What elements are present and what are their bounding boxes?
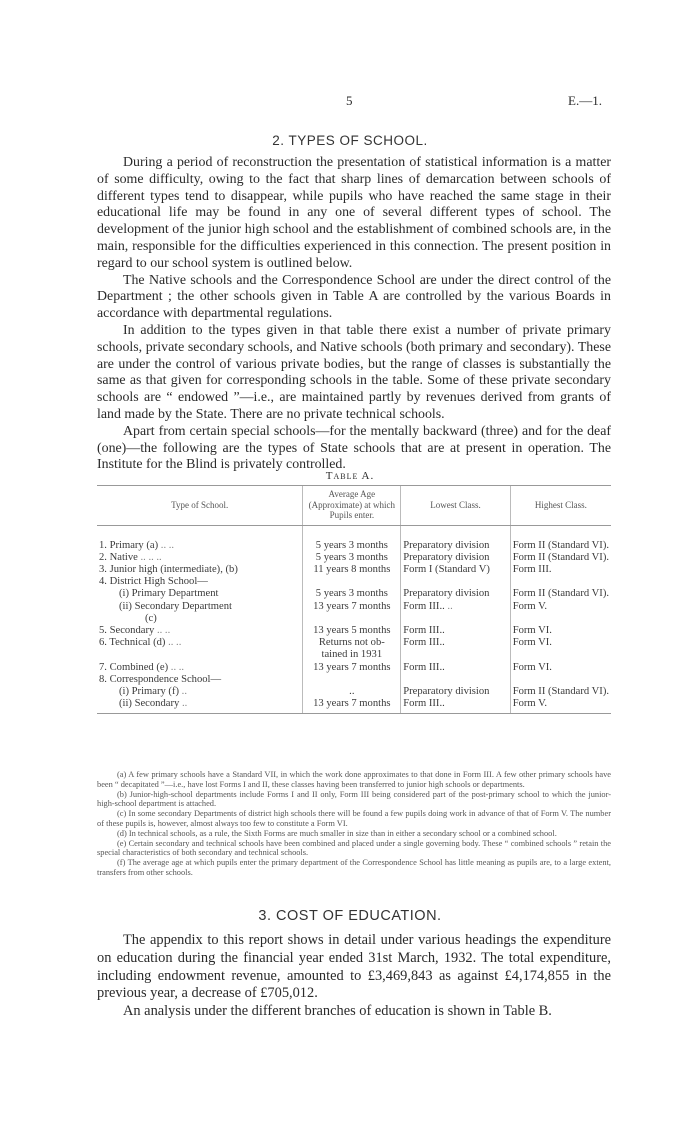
cell-lowest: Preparatory division [401, 588, 510, 600]
footnote: (f) The average age at which pupils enter the primary department of the Correspondence School has little meaning as pupils are, to a large extent, transfers from other schools. [97, 858, 611, 877]
table-a-footnotes [97, 770, 611, 878]
cell-lowest: Preparatory division [401, 686, 510, 698]
cell-age: .. [303, 686, 401, 698]
cell-type: (c) [145, 612, 157, 624]
footnote: (a) A few primary schools have a Standard VII, in which the work done approximates to that done in Form III. A few other primary schools have been “ decapitated ”—i.e., have lost Forms I and II, these classes having been transferred to junior high schools or departments. [97, 770, 611, 789]
table-row [97, 564, 611, 576]
table-row [97, 686, 611, 698]
table-row [97, 552, 611, 564]
cell-lowest: Form III.. [401, 637, 510, 661]
section-3-body [97, 932, 611, 1021]
table-row [97, 698, 611, 714]
table-row [97, 637, 611, 661]
cell-type: 5. Secondary [99, 624, 155, 636]
header-lowest: Lowest Class. [401, 486, 510, 526]
table-row [97, 613, 611, 625]
cell-lowest: Preparatory division [401, 552, 510, 564]
cell-age: 5 years 3 months [303, 588, 401, 600]
table-a [97, 485, 611, 714]
footnote: (b) Junior-high-school departments include Forms I and II only, Form III being considered part of the post-primary school to which the junior-high-school department is attached. [97, 789, 611, 809]
cell-highest: Form II (Standard VI). [510, 686, 611, 698]
leader-dots: .. .. [160, 539, 175, 551]
leader-dots: .. .. [170, 661, 185, 673]
document-reference: E.—1. [568, 93, 602, 108]
cell-highest: Form II (Standard VI). [510, 552, 611, 564]
paragraph: The appendix to this report shows in detail under various headings the expenditure on education during the financial year ended 31st March, 1932. The total expenditure, including endowment revenue, amounted to £3,469,843 as against £4,174,855 in the previous year, a decrease of £705,012. [97, 932, 611, 1002]
cell-type: (ii) Secondary [119, 698, 180, 710]
cell-highest: Form V. [510, 698, 611, 714]
cell-age: 11 years 8 months [303, 564, 401, 576]
footnote: (e) Certain secondary and technical schools have been combined and placed under a single governing body. These “ combined schools ” retain the special characteristics of both secondary and technical schools. [97, 838, 611, 858]
paragraph: Apart from certain special schools—for the mentally backward (three) and for the deaf (one)—the following are the types of State schools that are at present in operation. The Institute for the Blind is privately controlled. [97, 423, 611, 473]
cell-age: 13 years 7 months [303, 601, 401, 613]
cell-age: tained in 1931 [321, 649, 383, 661]
leader-dots: .. [181, 685, 187, 697]
header-highest: Highest Class. [510, 486, 611, 526]
paragraph: In addition to the types given in that table there exist a number of private primary schools, private secondary schools, and Native schools (both primary and secondary). These are under the control of various private bodies, but the range of classes is substantially the same as that given for corresponding schools in the table. Some of these private secondary schools are “ endowed ”—i.e., are maintained partly by revenues derived from grants of land made by the State. There are no private technical schools. [97, 322, 611, 422]
header-age: Average Age (Approximate) at which Pupils enter. [303, 486, 401, 526]
cell-age: 5 years 3 months [303, 552, 401, 564]
cell-type: 7. Combined (e) [99, 661, 169, 673]
cell-lowest: Form III.. [401, 698, 510, 714]
cell-type: 6. Technical (d) [99, 637, 166, 649]
cell-lowest: Preparatory division [401, 540, 510, 552]
cell-age: 13 years 5 months [303, 625, 401, 637]
cell-type: (ii) Secondary Department [119, 600, 232, 612]
leader-dots: .. .. [168, 637, 182, 649]
cell-age: 13 years 7 months [303, 698, 401, 714]
paragraph: The Native schools and the Correspondence School are under the direct control of the Department ; the other schools given in Table A are controlled by the various Boards in accordance with departmental regulations. [97, 272, 611, 322]
cell-type: 8. Correspondence School— [99, 673, 222, 685]
leader-dots: .. [447, 600, 453, 612]
cell-highest: Form V. [510, 601, 611, 613]
cell-type: (i) Primary Department [119, 588, 219, 600]
cell-age: 5 years 3 months [303, 540, 401, 552]
leader-dots: .. [181, 698, 188, 710]
cell-highest: Form VI. [510, 625, 611, 637]
table-row [97, 625, 611, 637]
table-header-row [97, 486, 611, 526]
table-row [97, 662, 611, 674]
cell-type: (i) Primary (f) [119, 685, 180, 697]
cell-highest: Form II (Standard VI). [510, 588, 611, 600]
table-row [97, 576, 611, 588]
footnote: (c) In some secondary Departments of district high schools there will be found a few pupils doing work in advance of that of Form V. The number of these pupils is, however, almost always too few to constitute a Form VI. [97, 809, 611, 828]
cell-lowest: Form III.. [401, 625, 510, 637]
section-3-title: 3. COST OF EDUCATION. [258, 908, 442, 924]
footnote: (d) In technical schools, as a rule, the Sixth Forms are much smaller in size than in either a secondary school or a combined school. [117, 828, 557, 838]
cell-type: 3. Junior high (intermediate), (b) [99, 563, 238, 575]
cell-lowest: Form I (Standard V) [401, 564, 510, 576]
cell-type: 1. Primary (a) [99, 539, 159, 551]
cell-age: Returns not ob- [318, 637, 385, 649]
table-a-title: Table A. [325, 470, 375, 482]
table-row [97, 540, 611, 552]
paragraph: An analysis under the different branches of education is shown in Table B. [123, 1003, 552, 1020]
page-header [0, 93, 700, 111]
cell-lowest: Form III.. [403, 600, 445, 612]
cell-type: 4. District High School— [99, 576, 208, 588]
table-row [97, 601, 611, 613]
leader-dots: .. .. [156, 624, 171, 636]
page-number: 5 [346, 93, 353, 108]
cell-highest: Form II (Standard VI). [510, 540, 611, 552]
cell-lowest: Form III.. [401, 662, 510, 674]
cell-highest: Form III. [510, 564, 611, 576]
leader-dots: .. .. .. [140, 551, 162, 563]
section-2-body [97, 155, 611, 474]
header-type: Type of School. [97, 486, 303, 526]
paragraph: During a period of reconstruction the presentation of statistical information is a matter of some difficulty, owing to the fact that sharp lines of demarcation between schools of different types tend to disappear, while pupils who have reached the same stage in their educational life may be found in any one of several different types of school. The development of the junior high school and the establishment of combined schools are, in the main, responsible for the difficulties experienced in this connection. The present position in regard to our school system is outlined below. [97, 155, 611, 271]
cell-type: 2. Native [99, 551, 138, 563]
cell-highest: Form VI. [510, 637, 611, 661]
table-row [97, 674, 611, 686]
section-2-title: 2. TYPES OF SCHOOL. [272, 133, 428, 148]
table-row [97, 588, 611, 600]
cell-age: 13 years 7 months [303, 662, 401, 674]
cell-highest: Form VI. [510, 662, 611, 674]
